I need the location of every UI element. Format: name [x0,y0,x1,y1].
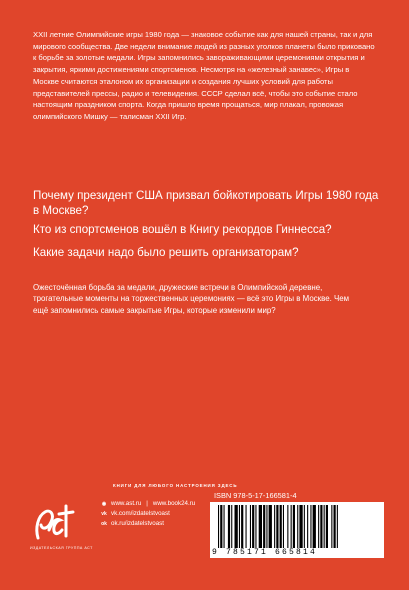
links-block [100,499,195,529]
publisher-name: ИЗДАТЕЛЬСКАЯ ГРУППА АСТ [30,546,93,550]
globe-icon: ◉ [101,500,107,507]
question-guinness: Кто из спортсменов вошёл в Книгу рекордов Гиннесса? [33,223,332,236]
ast-logo [32,500,76,540]
website-row [100,499,195,509]
intro-paragraph: XXII летние Олимпийские игры 1980 года — знаковое событие как для нашей страны, так и для мирового сообщества. Две недели внимание людей из разных уголков планеты было приковано к борьбе за золотые медали. Игры запомнились завораживающими церемониями открытия и закрытия, яркими достижениями спортсменов. Несмотря на «железный занавес», Игры в Москве считаются эталоном их организации и создания лучших условий для работы представителей прессы, радио и телевидения. СССР сделал всё, чтобы это событие стало настоящим праздником спорта. Когда пришло время прощаться, мир плакал, провожая олимпийского Мишку — талисман XXII Игр. [33,30,375,121]
question-organizers: Какие задачи надо было решить организаторам? [33,246,299,259]
ok-link[interactable]: ok.ru/izdatelstvoast [111,520,164,527]
barcode [210,502,384,552]
outro-paragraph: Ожесточённая борьба за медали, дружеские встречи в Олимпийской деревне, трогательные моменты на торжественных церемониях — всё это Игры в Москве. Чем ещё запомнились самые закрытые Игры, которые изменили мир? [33,283,350,315]
question-boycott: Почему президент США призвал бойкотировать Игры 1980 года в Москве? [33,189,379,217]
isbn-text: ISBN 978-5-17-166581-4 [214,491,297,500]
link-separator: | [146,500,148,507]
vk-icon: vk [101,510,107,517]
vk-row [100,509,195,519]
site-ast-link[interactable]: www.ast.ru [111,500,142,507]
ast-logo-icon [32,500,76,540]
ok-row [100,519,195,529]
barcode-bars [210,502,384,548]
vk-link[interactable]: vk.com/izdatelstvoast [111,510,170,517]
tagline: КНИГИ ДЛЯ ЛЮБОГО НАСТРОЕНИЯ ЗДЕСЬ [113,483,238,488]
site-book24-link[interactable]: www.book24.ru [152,500,196,507]
odnoklassniki-icon: ok [101,520,107,527]
barcode-digits: 9 785171 665814 [210,548,384,558]
